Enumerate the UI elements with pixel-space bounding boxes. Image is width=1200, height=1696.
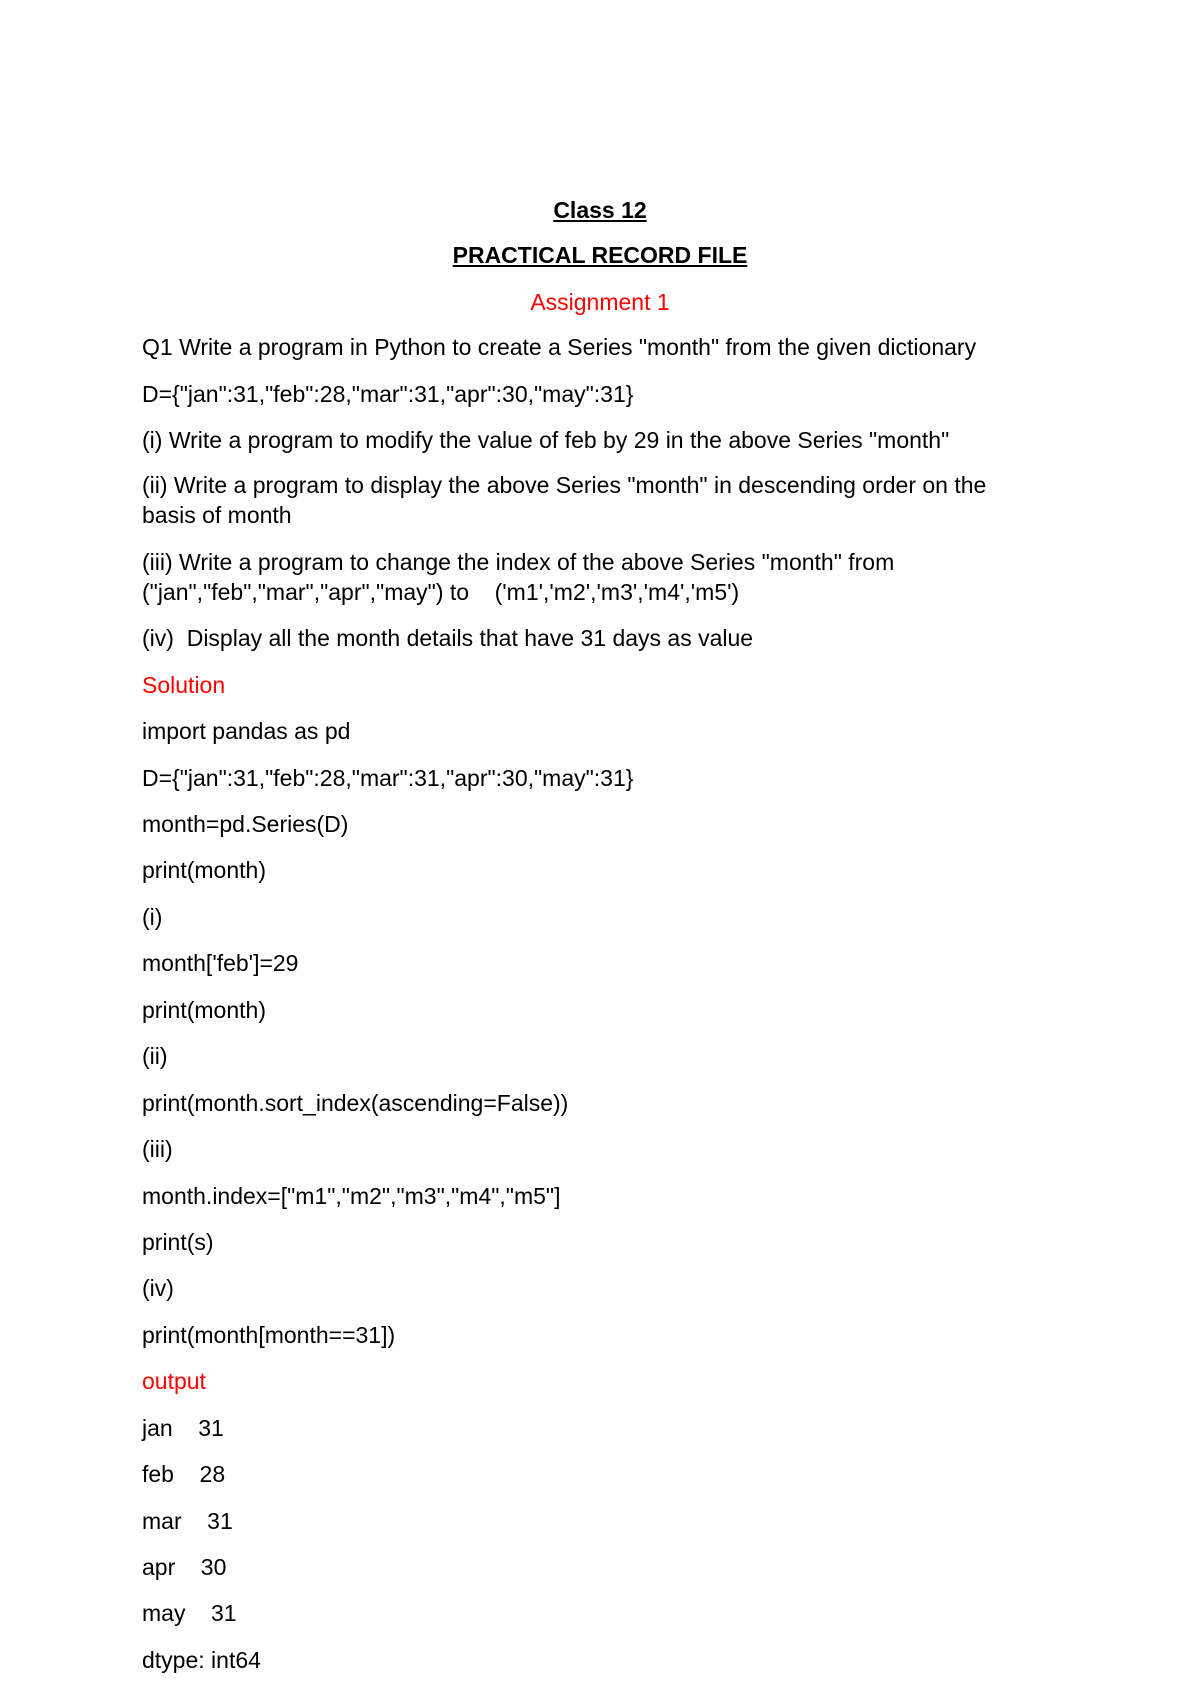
code-line: (iii) xyxy=(142,1136,173,1162)
question-part-ii-line1: (ii) Write a program to display the above Series "month" in descending order on the xyxy=(142,472,987,498)
question-part-ii-line2: basis of month xyxy=(142,502,292,528)
code-line: print(month.sort_index(ascending=False)) xyxy=(142,1090,569,1116)
question-part-iv: (iv) Display all the month details that have 31 days as value xyxy=(142,625,754,651)
output-line: feb 28 xyxy=(142,1461,226,1487)
output-line: may 31 xyxy=(142,1600,237,1626)
code-line: print(month[month==31]) xyxy=(142,1322,396,1348)
solution-label: Solution xyxy=(142,672,226,698)
code-line: month.index=["m1","m2","m3","m4","m5"] xyxy=(142,1183,561,1209)
output-line: apr 30 xyxy=(142,1554,227,1580)
code-line: (ii) xyxy=(142,1043,168,1069)
assignment-title: Assignment 1 xyxy=(530,289,670,315)
question-part-i: (i) Write a program to modify the value of feb by 29 in the above Series "month" xyxy=(142,427,950,453)
question-dictionary: D={"jan":31,"feb":28,"mar":31,"apr":30,"may":31} xyxy=(142,381,634,407)
question-1: Q1 Write a program in Python to create a Series "month" from the given dictionary xyxy=(142,334,977,360)
output-label: output xyxy=(142,1368,206,1394)
record-title: PRACTICAL RECORD FILE xyxy=(452,242,748,268)
code-line: month['feb']=29 xyxy=(142,950,299,976)
code-line: month=pd.Series(D) xyxy=(142,811,349,837)
code-line: print(s) xyxy=(142,1229,214,1255)
code-line: print(month) xyxy=(142,857,266,883)
code-line: print(month) xyxy=(142,997,266,1023)
output-line: jan 31 xyxy=(142,1415,224,1441)
question-part-iii-line2: ("jan","feb","mar","apr","may") to ('m1','m2','m3','m4','m5') xyxy=(142,579,740,605)
code-line: (iv) xyxy=(142,1275,174,1301)
code-line: (i) xyxy=(142,904,163,930)
code-line: import pandas as pd xyxy=(142,718,351,744)
code-line: D={"jan":31,"feb":28,"mar":31,"apr":30,"may":31} xyxy=(142,765,634,791)
output-line: dtype: int64 xyxy=(142,1647,261,1673)
question-part-iii-line1: (iii) Write a program to change the index of the above Series "month" from xyxy=(142,549,895,575)
output-line: mar 31 xyxy=(142,1508,233,1534)
class-title: Class 12 xyxy=(553,197,647,223)
